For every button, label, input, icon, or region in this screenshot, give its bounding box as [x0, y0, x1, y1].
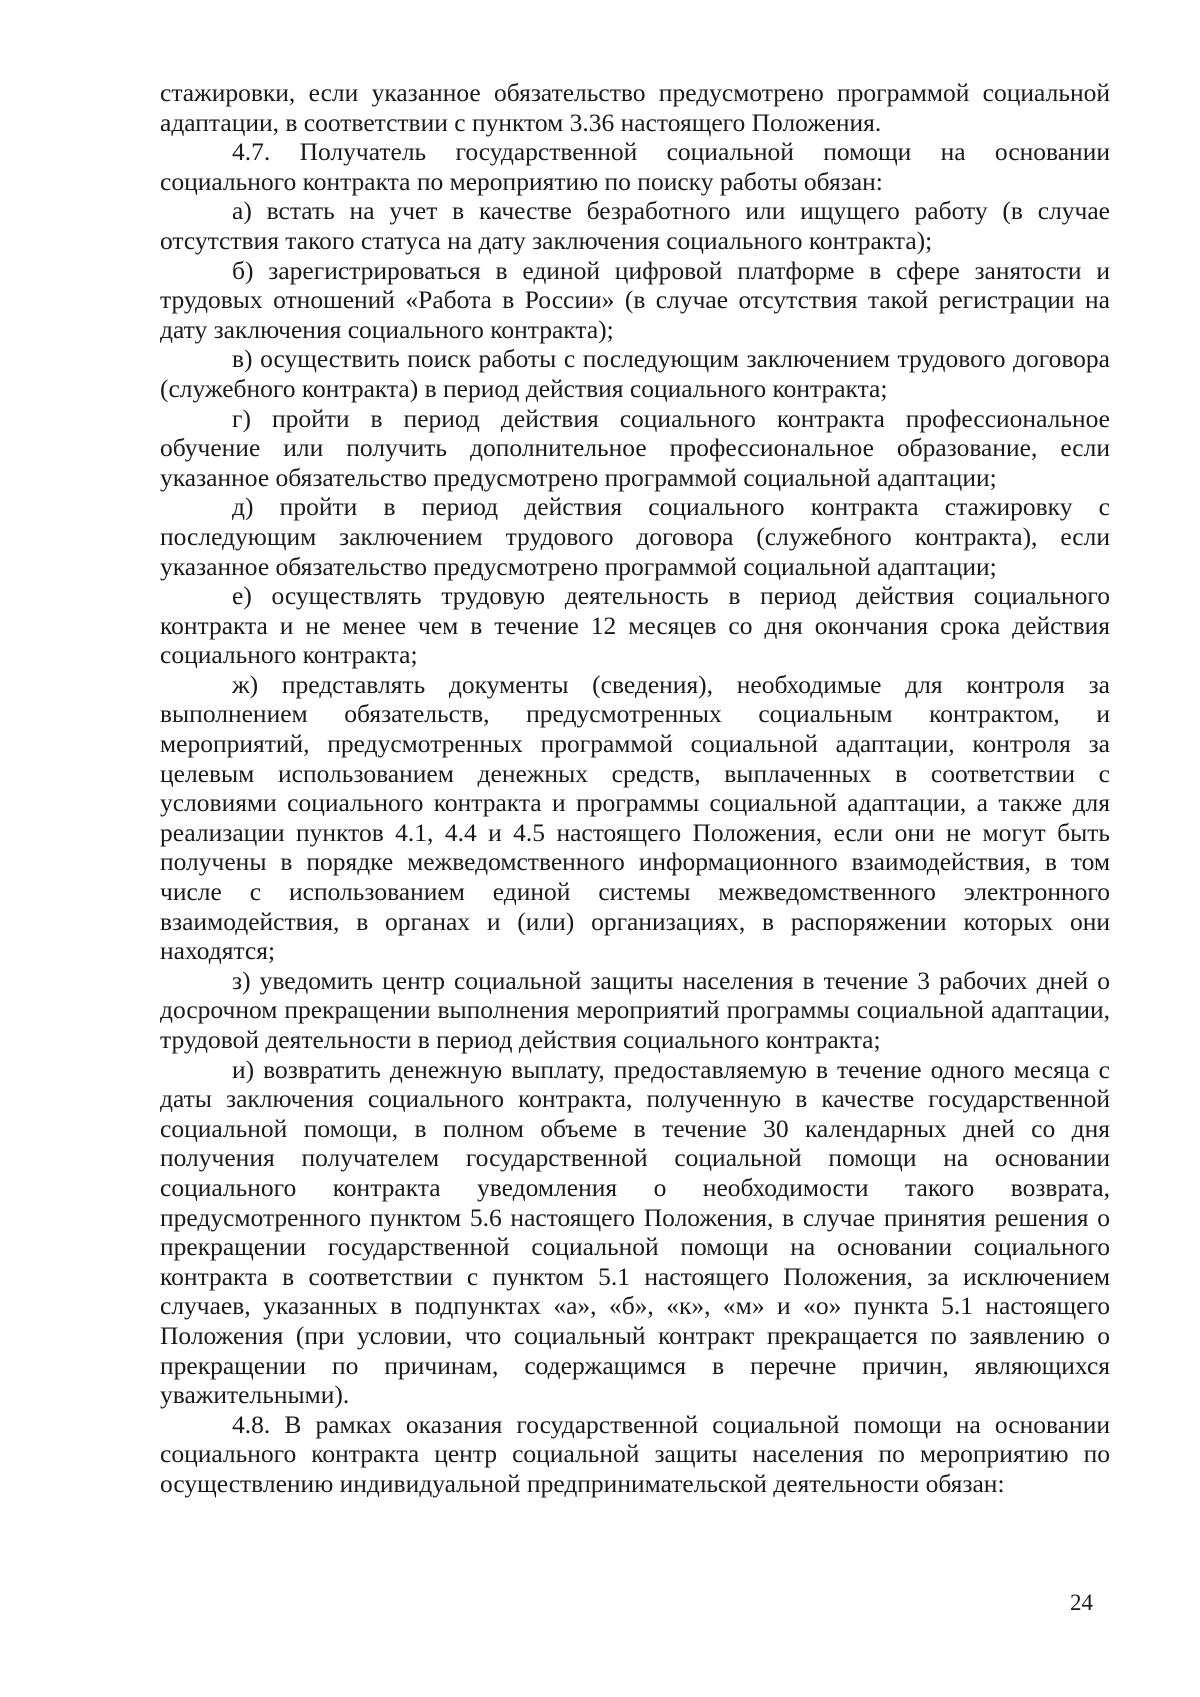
paragraph-4-7-a: а) встать на учет в качестве безработного или ищущего работу (в случае отсутствия такого статуса на дату заключения социального контракта); [160, 196, 1110, 255]
document-body [160, 78, 1110, 1499]
paragraph-4-7-b: б) зарегистрироваться в единой цифровой платформе в сфере занятости и трудовых отношений «Работа в России» (в случае отсутствия такой регистрации на дату заключения социального контракта); [160, 255, 1110, 344]
paragraph-4-7-e: е) осуществлять трудовую деятельность в период действия социального контракта и не менее чем в течение 12 месяцев со дня окончания срока действия социального контракта; [160, 581, 1110, 670]
paragraph-4-7: 4.7. Получатель государственной социальной помощи на основании социального контракта по мероприятию по поиску работы обязан: [160, 137, 1110, 196]
page-number: 24 [1070, 1590, 1093, 1615]
paragraph-4-8: 4.8. В рамках оказания государственной социальной помощи на основании социального контракта центр социальной защиты населения по мероприятию по осуществлению индивидуальной предпринимательской деятельности обязан: [160, 1409, 1110, 1498]
paragraph-4-7-z: з) уведомить центр социальной защиты населения в течение 3 рабочих дней о досрочном прекращении выполнения мероприятий программы социальной адаптации, трудовой деятельности в период действия социального контракта; [160, 965, 1110, 1054]
paragraph-4-7-d: д) пройти в период действия социального контракта стажировку с последующим заключением трудового договора (служебного контракта), если указанное обязательство предусмотрено программой социальной адаптации; [160, 492, 1110, 581]
paragraph-4-7-zh: ж) представлять документы (сведения), необходимые для контроля за выполнением обязательств, предусмотренных социальным контрактом, и мероприятий, предусмотренных программой социальной адаптации, контроля за целевым использованием денежных средств, выплаченных в соответствии с условиями социального контракта и программы социальной адаптации, а также для реализации пунктов 4.1, 4.4 и 4.5 настоящего Положения, если они не могут быть получены в порядке межведомственного информационного взаимодействия, в том числе с использованием единой системы межведомственного электронного взаимодействия, в органах и (или) организациях, в распоряжении которых они находятся; [160, 669, 1110, 966]
paragraph-4-7-v: в) осуществить поиск работы с последующим заключением трудового договора (служебного контракта) в период действия социального контракта; [160, 344, 1110, 403]
paragraph-continuation: стажировки, если указанное обязательство предусмотрено программой социальной адаптации, в соответствии с пунктом 3.36 настоящего Положения. [160, 78, 1110, 137]
paragraph-4-7-g: г) пройти в период действия социального контракта профессиональное обучение или получить дополнительное профессиональное образование, если указанное обязательство предусмотрено программой социальной адаптации; [160, 403, 1110, 492]
paragraph-4-7-i: и) возвратить денежную выплату, предоставляемую в течение одного месяца с даты заключения социального контракта, полученную в качестве государственной социальной помощи, в полном объеме в течение 30 календарных дней со дня получения получателем государственной социальной помощи на основании социального контракта уведомления о необходимости такого возврата, предусмотренного пунктом 5.6 настоящего Положения, в случае принятия решения о прекращении государственной социальной помощи на основании социального контракта в соответствии с пунктом 5.1 настоящего Положения, за исключением случаев, указанных в подпунктах «а», «б», «к», «м» и «о» пункта 5.1 настоящего Положения (при условии, что социальный контракт прекращается по заявлению о прекращении по причинам, содержащимся в перечне причин, являющихся уважительными). [160, 1054, 1110, 1410]
